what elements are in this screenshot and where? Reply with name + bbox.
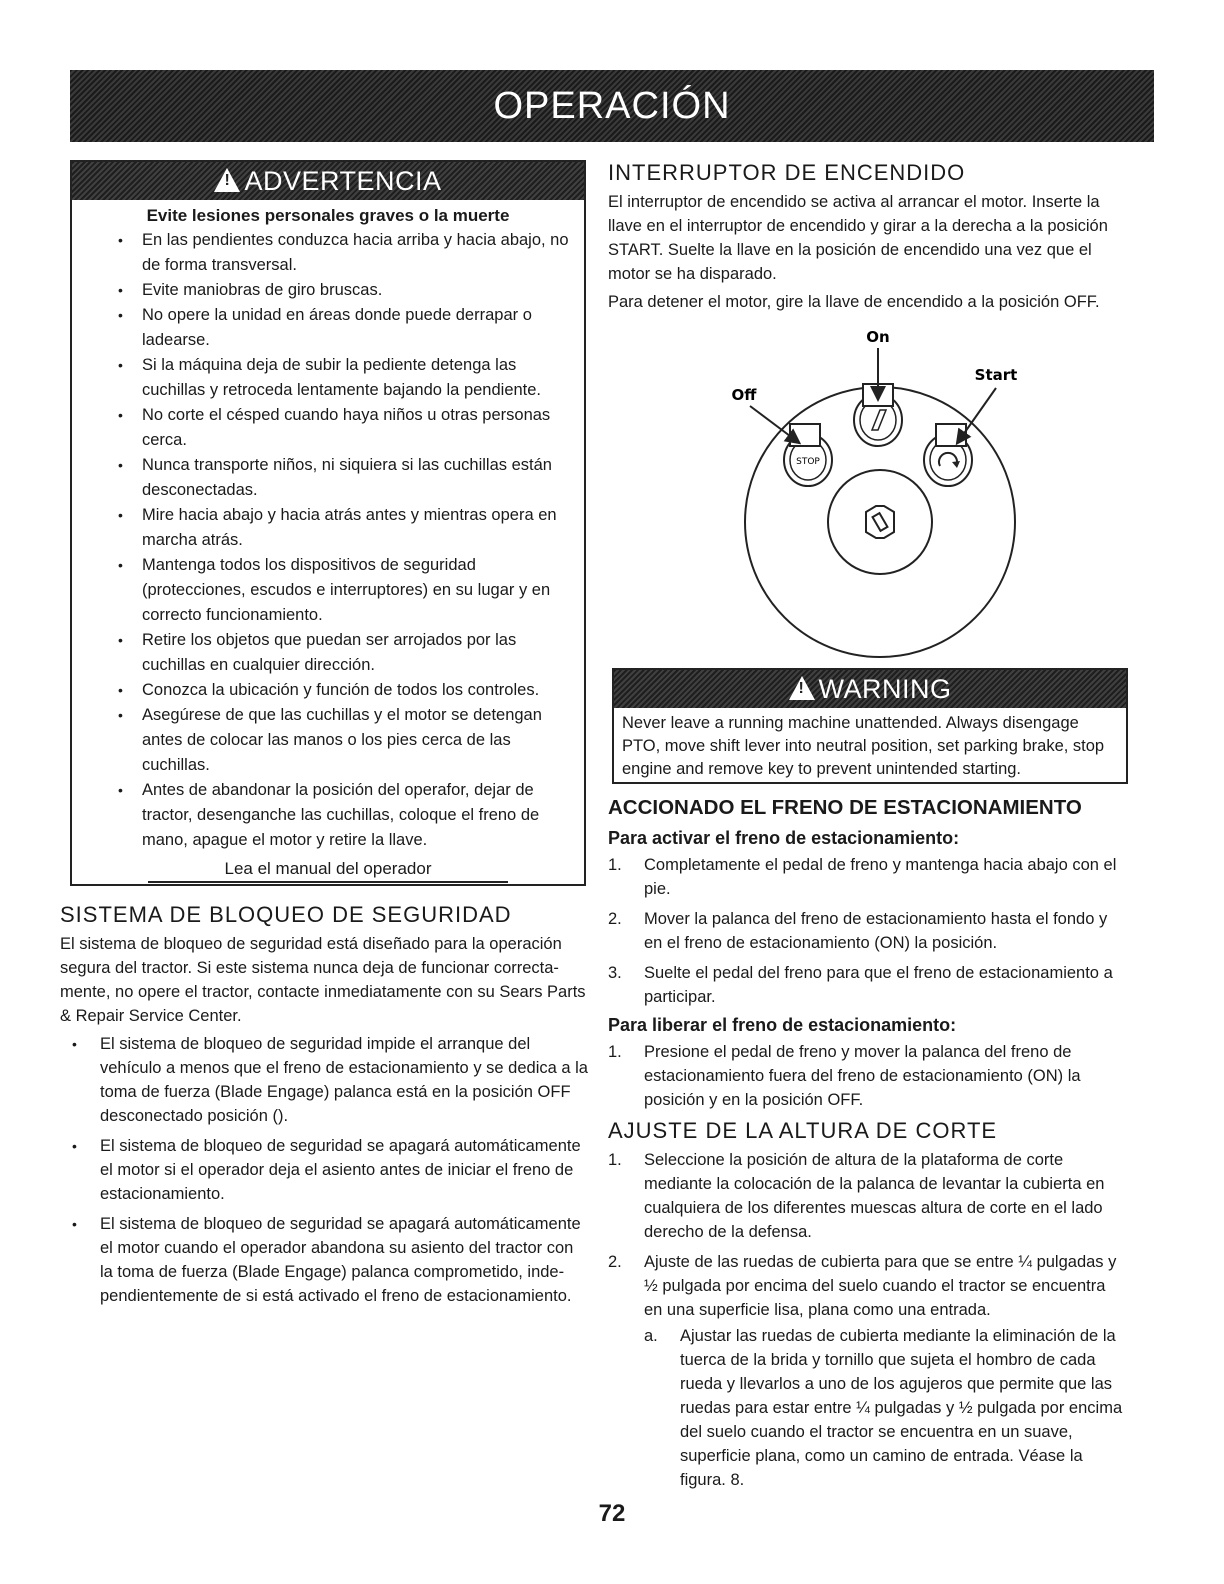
sistema-heading: SISTEMA DE BLOQUEO DE SEGURIDAD [60, 902, 512, 927]
page-title: OPERACIÓN [493, 84, 731, 127]
ajuste-heading: AJUSTE DE LA ALTURA DE CORTE [608, 1118, 998, 1143]
ajuste-list [608, 1148, 1124, 1492]
interruptor-heading: INTERRUPTOR DE ENCENDIDO [608, 160, 966, 185]
list-item: 1. Seleccione la posición de altura de la plataforma de corte mediante la colocación de la palanca de levantar la cubierta en cualquiera de los diferentes muescas altura de corte en el lado derecho de la defensa. [608, 1151, 1105, 1241]
list-item: • Mire hacia abajo y hacia atrás antes y mientras opera en marcha atrás. [72, 503, 574, 553]
freno-section [608, 796, 1124, 1498]
off-indicator [790, 424, 820, 446]
list-item: • Antes de abandonar la posición del operafor, dejar de tractor, desenganche las cuchillas, coloque el freno de mano, apague el motor y retire la llave. [72, 778, 574, 853]
switch-outer-ring [745, 387, 1015, 657]
switch-inner-ring [828, 470, 932, 574]
list-item: • En las pendientes conduzca hacia arriba y hacia abajo, no de forma transversal. [72, 228, 574, 278]
liberar-heading: Para liberar el freno de estacionamiento: [608, 1015, 957, 1035]
advertencia-box [70, 160, 586, 886]
sistema-intro: El sistema de bloqueo de seguridad está diseñado para la operación segura del tractor. Si este sistema nunca deja de funcionar correcta-mente, no opere el tractor, contacte inmediatamente con su Sears Parts & Repair Service Center. [60, 935, 586, 1025]
advertencia-subtitle: Evite lesiones personales graves o la muerte [146, 206, 510, 225]
warning-triangle-icon [789, 676, 815, 700]
list-item: 2. Mover la palanca del freno de estacionamiento hasta el fondo y en el freno de estacionamiento (ON) la posición. [608, 910, 1108, 952]
list-item: • Asegúrese de que las cuchillas y el motor se detengan antes de colocar las manos o los pies cerca de las cuchillas. [72, 703, 574, 778]
advertencia-header [72, 162, 584, 200]
activar-heading: Para activar el freno de estacionamiento: [608, 828, 960, 848]
list-item: • El sistema de bloqueo de seguridad se apagará automáticamente el motor si el operador deja el asiento antes de iniciar el freno de estacionamiento. [60, 1134, 588, 1206]
interruptor-p2: Para detener el motor, gire la llave de encendido a la posición OFF. [608, 293, 1100, 311]
list-item: • Si la máquina deja de subir la pediente detenga las cuchillas y retroceda lentamente bajando la pendiente. [72, 353, 574, 403]
warning-header [614, 670, 1126, 708]
sub-item: a. Ajustar las ruedas de cubierta mediante la eliminación de la tuerca de la brida y tornillo que sujeta el hombro de cada rueda y llevarlos a uno de los agujeros que permite que las ruedas para estar entre ¼ pulgadas y ½ pulgada por encima del suelo cuando el tractor se encuentra en un suave, superficie plana, como un camino de entrada. Véase la figura. 8. [644, 1327, 1123, 1489]
interruptor-p1: El interruptor de encendido se activa al arrancar el motor. Inserte la llave en el interruptor de encendido y girar a la derecha a la posición START. Suelte la llave en la posición de encendido una vez que el motor se ha disparado. [608, 193, 1108, 283]
warning-box [612, 668, 1128, 784]
sistema-list [60, 1032, 588, 1308]
list-item: • Conozca la ubicación y función de todos los controles. [72, 678, 574, 703]
list-item: • Evite maniobras de giro bruscas. [72, 278, 574, 303]
start-indicator [936, 424, 966, 446]
list-item: 3. Suelte el pedal del freno para que el freno de estacionamiento a participar. [608, 964, 1113, 1006]
interruptor-section [608, 160, 1120, 318]
activar-list [608, 853, 1124, 1009]
off-label: Off [731, 386, 757, 404]
start-label: Start [974, 366, 1018, 384]
list-item: • No opere la unidad en áreas donde puede derrapar o ladearse. [72, 303, 574, 353]
page-number: 72 [598, 1500, 626, 1527]
on-label: On [866, 328, 890, 346]
list-item: • Nunca transporte niños, ni siquiera si las cuchillas están desconectadas. [72, 453, 574, 503]
list-item: • El sistema de bloqueo de seguridad se apagará automáticamente el motor cuando el operador abandona su asiento del tractor con la toma de fuerza (Blade Engage) palanca comprometido, inde-pendientemente de si está activado el freno de estacionamiento. [60, 1212, 588, 1308]
advertencia-list [72, 228, 584, 853]
advertencia-title: ADVERTENCIA [244, 166, 442, 196]
list-item: • Retire los objetos que puedan ser arrojados por las cuchillas en cualquier dirección. [72, 628, 574, 678]
advertencia-footer: Lea el manual del operador [148, 859, 508, 883]
list-item: • No corte el césped cuando haya niños u otras personas cerca. [72, 403, 574, 453]
list-item: 2. Ajuste de las ruedas de cubierta para que se entre ¼ pulgadas y ½ pulgada por encima del suelo cuando el tractor se encuentra en una superficie lisa, plana como una entrada. a. Ajustar las ruedas de cubierta mediante la eliminación de la tuerca de la brida y tornillo que sujeta el hombro de cada rueda y llevarlos a uno de los agujeros que permite que las ruedas para estar entre ¼ pulgadas y ½ pulgada por encima del suelo cuando el tractor se encuentra en un suave, superficie plana, como un camino de entrada. Véase la figura. 8. [608, 1250, 1124, 1492]
list-item: 1. Completamente el pedal de freno y mantenga hacia abajo con el pie. [608, 856, 1117, 898]
list-item: • El sistema de bloqueo de seguridad impide el arranque del vehículo a menos que el freno de estacionamiento y se dedica a la toma de fuerza (Blade Engage) palanca está en la posición OFF desconectado posición (). [60, 1032, 588, 1128]
section-banner [70, 70, 1154, 142]
freno-heading: ACCIONADO EL FRENO DE ESTACIONAMIENTO [608, 796, 1082, 819]
warning-title: WARNING [818, 674, 952, 704]
warning-triangle-icon [214, 168, 240, 192]
list-item: 1. Presione el pedal de freno y mover la palanca del freno de estacionamiento fuera del freno de estacionamiento (ON) la posición y en la posición OFF. [608, 1043, 1081, 1109]
list-item: • Mantenga todos los dispositivos de seguridad (protecciones, escudos e interruptores) en su lugar y en correcto funcionamiento. [72, 553, 574, 628]
liberar-list [608, 1040, 1124, 1112]
key-slot-icon [866, 506, 894, 538]
stop-text: STOP [796, 457, 820, 467]
ignition-switch-diagram [700, 318, 1050, 668]
sistema-section [60, 902, 588, 1314]
warning-text: Never leave a running machine unattended. Always disengage PTO, move shift lever into neutral position, set parking brake, stop engine and remove key to prevent unintended starting. [622, 714, 1105, 778]
